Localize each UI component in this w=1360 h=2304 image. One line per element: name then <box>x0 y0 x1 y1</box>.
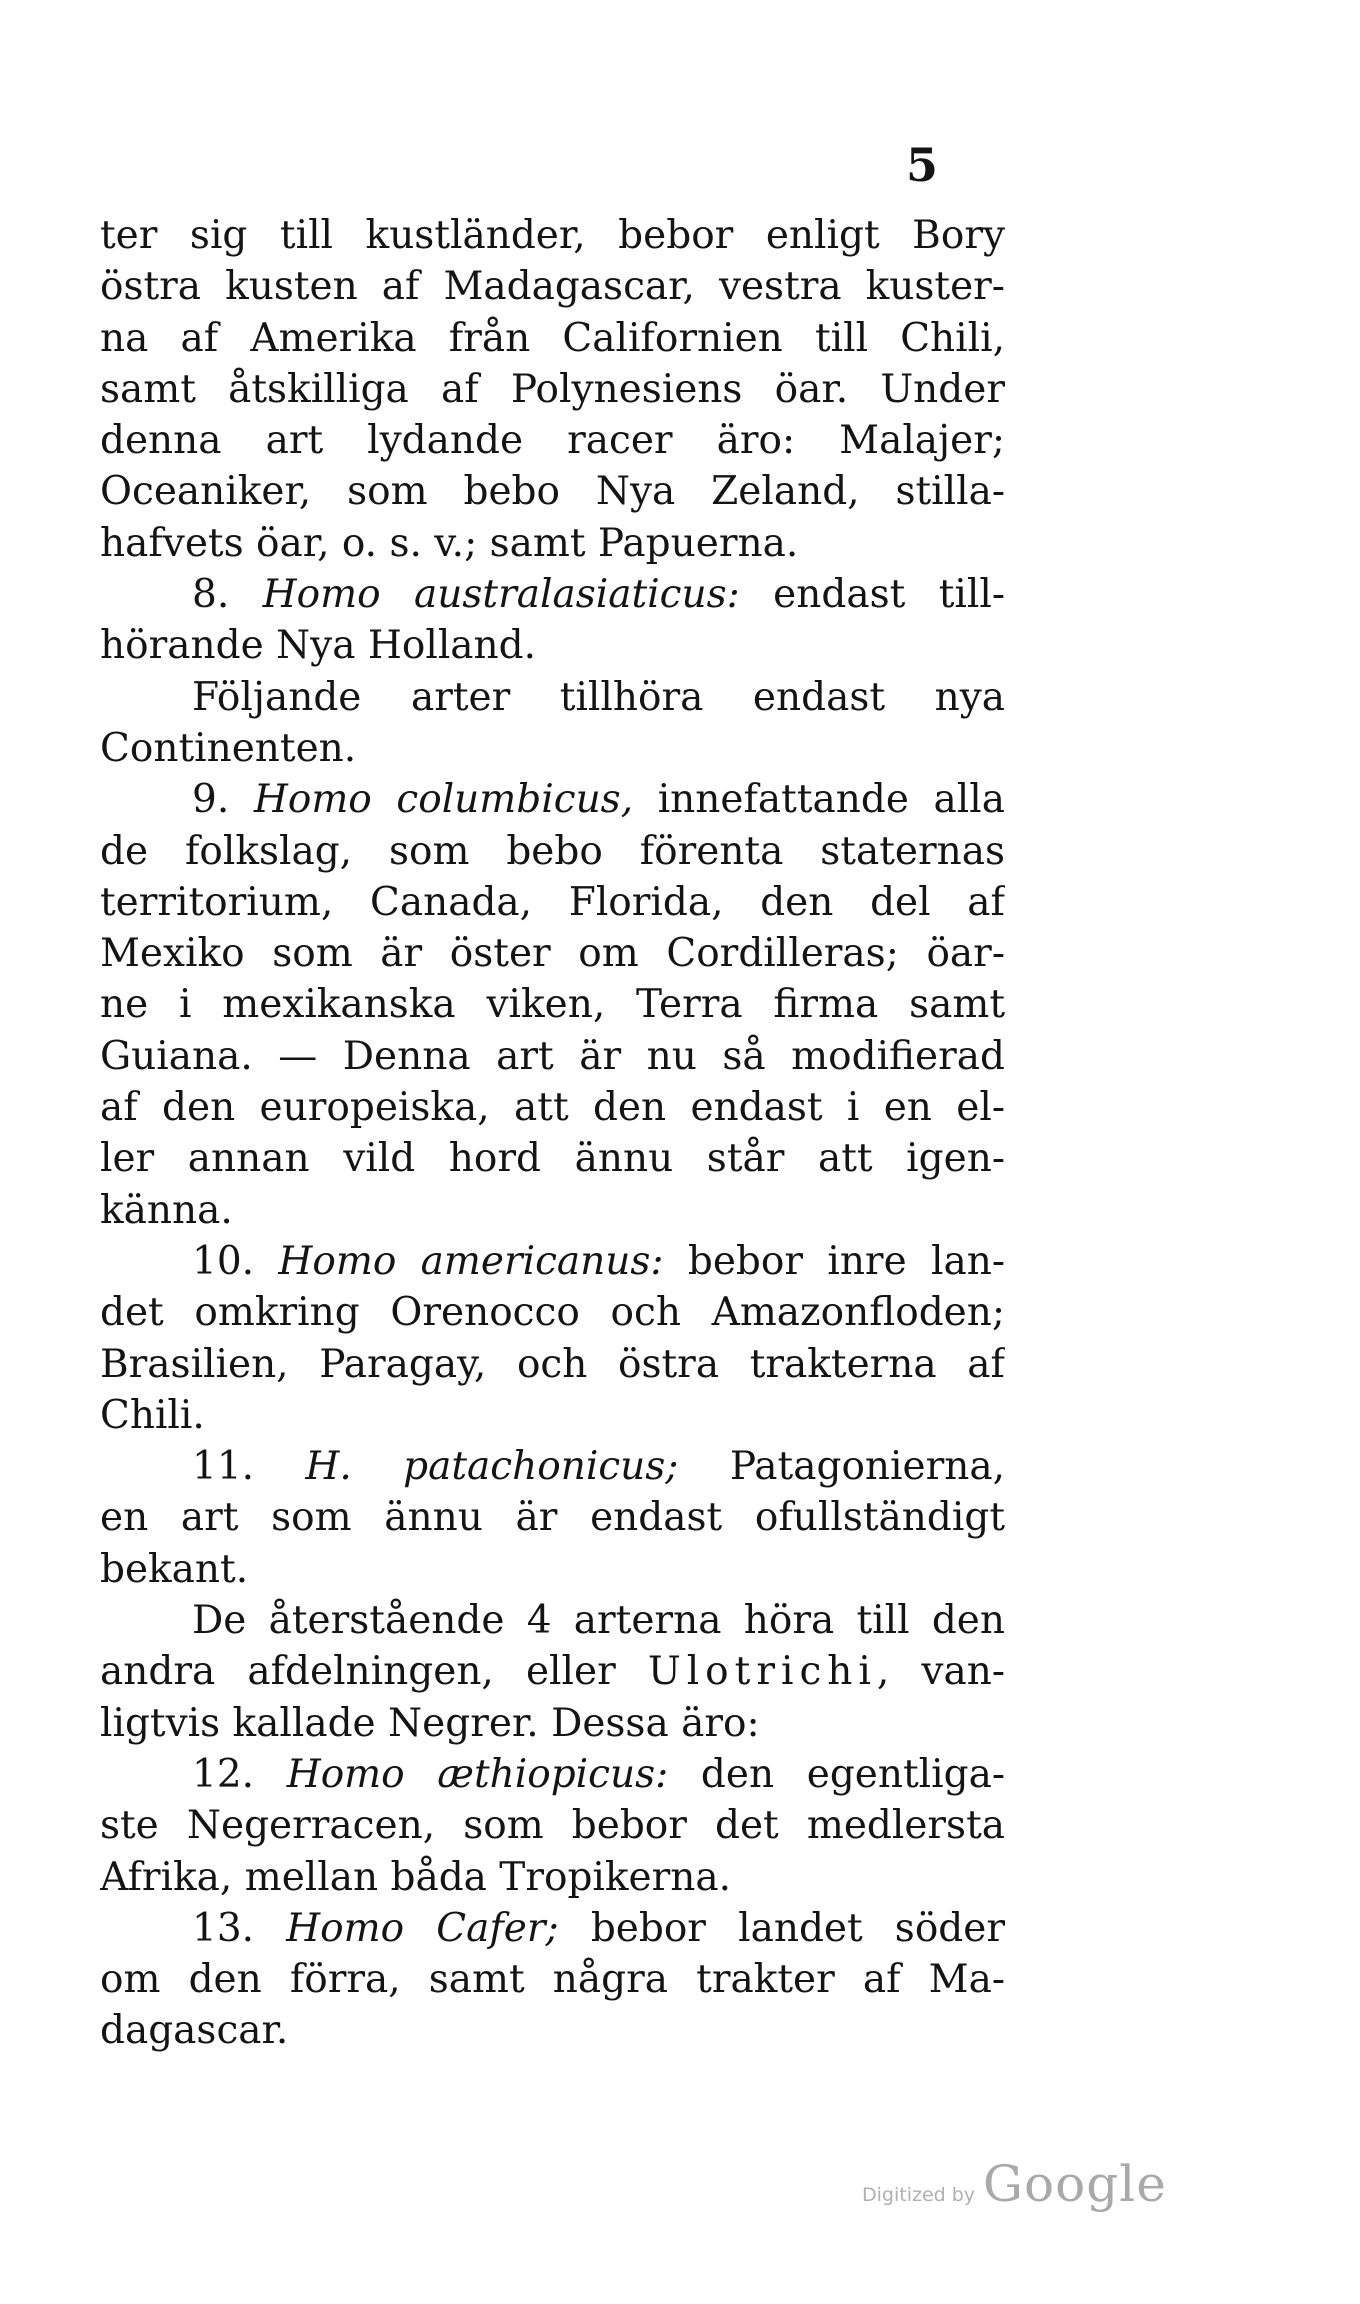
text-line <box>100 1954 1005 2005</box>
text-segment: samt åtskilliga af Polynesiens öar. Under <box>100 366 1005 412</box>
text-segment: hörande Nya Holland. <box>100 623 537 669</box>
text-line <box>100 1646 1005 1697</box>
text-line <box>100 1749 1005 1800</box>
text-segment: denna art lydande racer äro: Malajer; <box>100 418 1005 464</box>
text-segment: Brasilien, Paragay, och östra trakterna af <box>100 1341 1005 1387</box>
text-segment: hafvets öar, o. s. v.; samt Papuerna. <box>100 520 799 566</box>
text-segment: Oceaniker, som bebo Nya Zeland, stilla- <box>100 469 1005 515</box>
text-segment: Chili. <box>100 1392 205 1438</box>
text-segment: ste Negerracen, som bebor det medlersta <box>100 1803 1005 1849</box>
text-line <box>100 210 1005 261</box>
text-segment: andra afdelningen, eller <box>100 1649 648 1695</box>
text-segment: 10. <box>192 1238 279 1284</box>
text-line <box>100 1339 1005 1390</box>
text-segment: Continenten. <box>100 725 357 771</box>
text-line <box>100 1185 1005 1236</box>
text-segment: ne i mexikanska viken, Terra firma samt <box>100 982 1005 1028</box>
text-line <box>100 1492 1005 1543</box>
text-line <box>100 1082 1005 1133</box>
text-segment: ligtvis kallade Negrer. Dessa äro: <box>100 1700 760 1746</box>
text-line <box>100 1287 1005 1338</box>
text-line <box>100 1800 1005 1851</box>
text-segment: Guiana. — Denna art är nu så modifierad <box>100 1033 1005 1079</box>
italic-term: Homo Cafer; <box>286 1905 559 1951</box>
text-line <box>100 723 1005 774</box>
text-line <box>100 1903 1005 1954</box>
italic-term: H. patachonicus; <box>305 1444 679 1490</box>
text-segment: östra kusten af Madagascar, vestra kuster- <box>100 264 1005 310</box>
digitized-by-watermark <box>862 2155 1167 2213</box>
text-segment: na af Amerika från Californien till Chili, <box>100 315 1005 361</box>
text-segment: 8. <box>192 572 263 618</box>
text-line <box>100 1852 1005 1903</box>
text-segment: den egentliga- <box>668 1751 1005 1797</box>
spaced-term: Ulotrichi <box>647 1649 877 1695</box>
text-segment: endast till- <box>739 572 1005 618</box>
text-line <box>100 620 1005 671</box>
italic-term: Homo americanus: <box>278 1238 664 1284</box>
text-segment: Afrika, mellan båda Tropikerna. <box>100 1854 732 1900</box>
text-segment: Patagonierna, <box>678 1444 1005 1490</box>
text-segment: ler annan vild hord ännu står att igen- <box>100 1136 1005 1182</box>
text-line <box>100 1133 1005 1184</box>
text-segment: Mexiko som är öster om Cordilleras; öar- <box>100 931 1005 977</box>
watermark-prefix: Digitized by <box>862 2184 976 2206</box>
italic-term: Homo æthiopicus: <box>286 1751 669 1797</box>
text-line <box>100 1390 1005 1441</box>
text-line <box>100 2005 1005 2056</box>
text-segment: 13. <box>192 1905 287 1951</box>
text-segment: ter sig till kustländer, bebor enligt Bory <box>100 213 1005 258</box>
italic-term: Homo columbicus, <box>253 777 634 823</box>
text-segment: innefattande alla <box>633 777 1005 823</box>
text-line <box>100 877 1005 928</box>
text-segment: bebor landet söder <box>558 1905 1005 1951</box>
text-line <box>100 313 1005 364</box>
italic-term: Homo australasiaticus: <box>262 572 740 618</box>
text-line <box>100 928 1005 979</box>
text-segment: 12. <box>192 1751 287 1797</box>
text-line <box>100 1698 1005 1749</box>
text-segment: af den europeiska, att den endast i en el- <box>100 1085 1005 1131</box>
text-line <box>100 518 1005 569</box>
text-line <box>100 466 1005 517</box>
text-line <box>100 979 1005 1030</box>
text-line <box>100 569 1005 620</box>
text-segment: 9. <box>192 777 254 823</box>
text-line <box>100 1236 1005 1287</box>
text-segment: de folkslag, som bebo förenta staternas <box>100 828 1005 874</box>
text-line <box>100 261 1005 312</box>
text-segment: känna. <box>100 1187 233 1233</box>
text-segment: en art som ännu är endast ofullständigt <box>100 1495 1005 1541</box>
text-segment: det omkring Orenocco och Amazonfloden; <box>100 1290 1005 1336</box>
text-segment: , van- <box>876 1649 1005 1695</box>
text-segment: Följande arter tillhöra endast nya <box>192 674 1005 720</box>
text-segment: 11. <box>192 1444 306 1490</box>
text-line <box>100 1031 1005 1082</box>
text-segment: territorium, Canada, Florida, den del af <box>100 879 1005 925</box>
text-segment: bebor inre lan- <box>663 1238 1005 1284</box>
google-logo: Google <box>983 2155 1167 2213</box>
text-segment: De återstående 4 arterna höra till den <box>192 1598 1005 1644</box>
text-line <box>100 774 1005 825</box>
text-line <box>100 415 1005 466</box>
text-line <box>100 1441 1005 1492</box>
text-line <box>100 364 1005 415</box>
text-segment: bekant. <box>100 1546 249 1592</box>
text-line <box>100 826 1005 877</box>
text-line <box>100 1544 1005 1595</box>
text-segment: dagascar. <box>100 2008 289 2054</box>
text-line <box>100 1595 1005 1646</box>
body-text <box>100 210 1005 2057</box>
text-segment: om den förra, samt några trakter af Ma- <box>100 1957 1005 2003</box>
page-number: 5 <box>906 138 940 192</box>
text-line <box>100 672 1005 723</box>
